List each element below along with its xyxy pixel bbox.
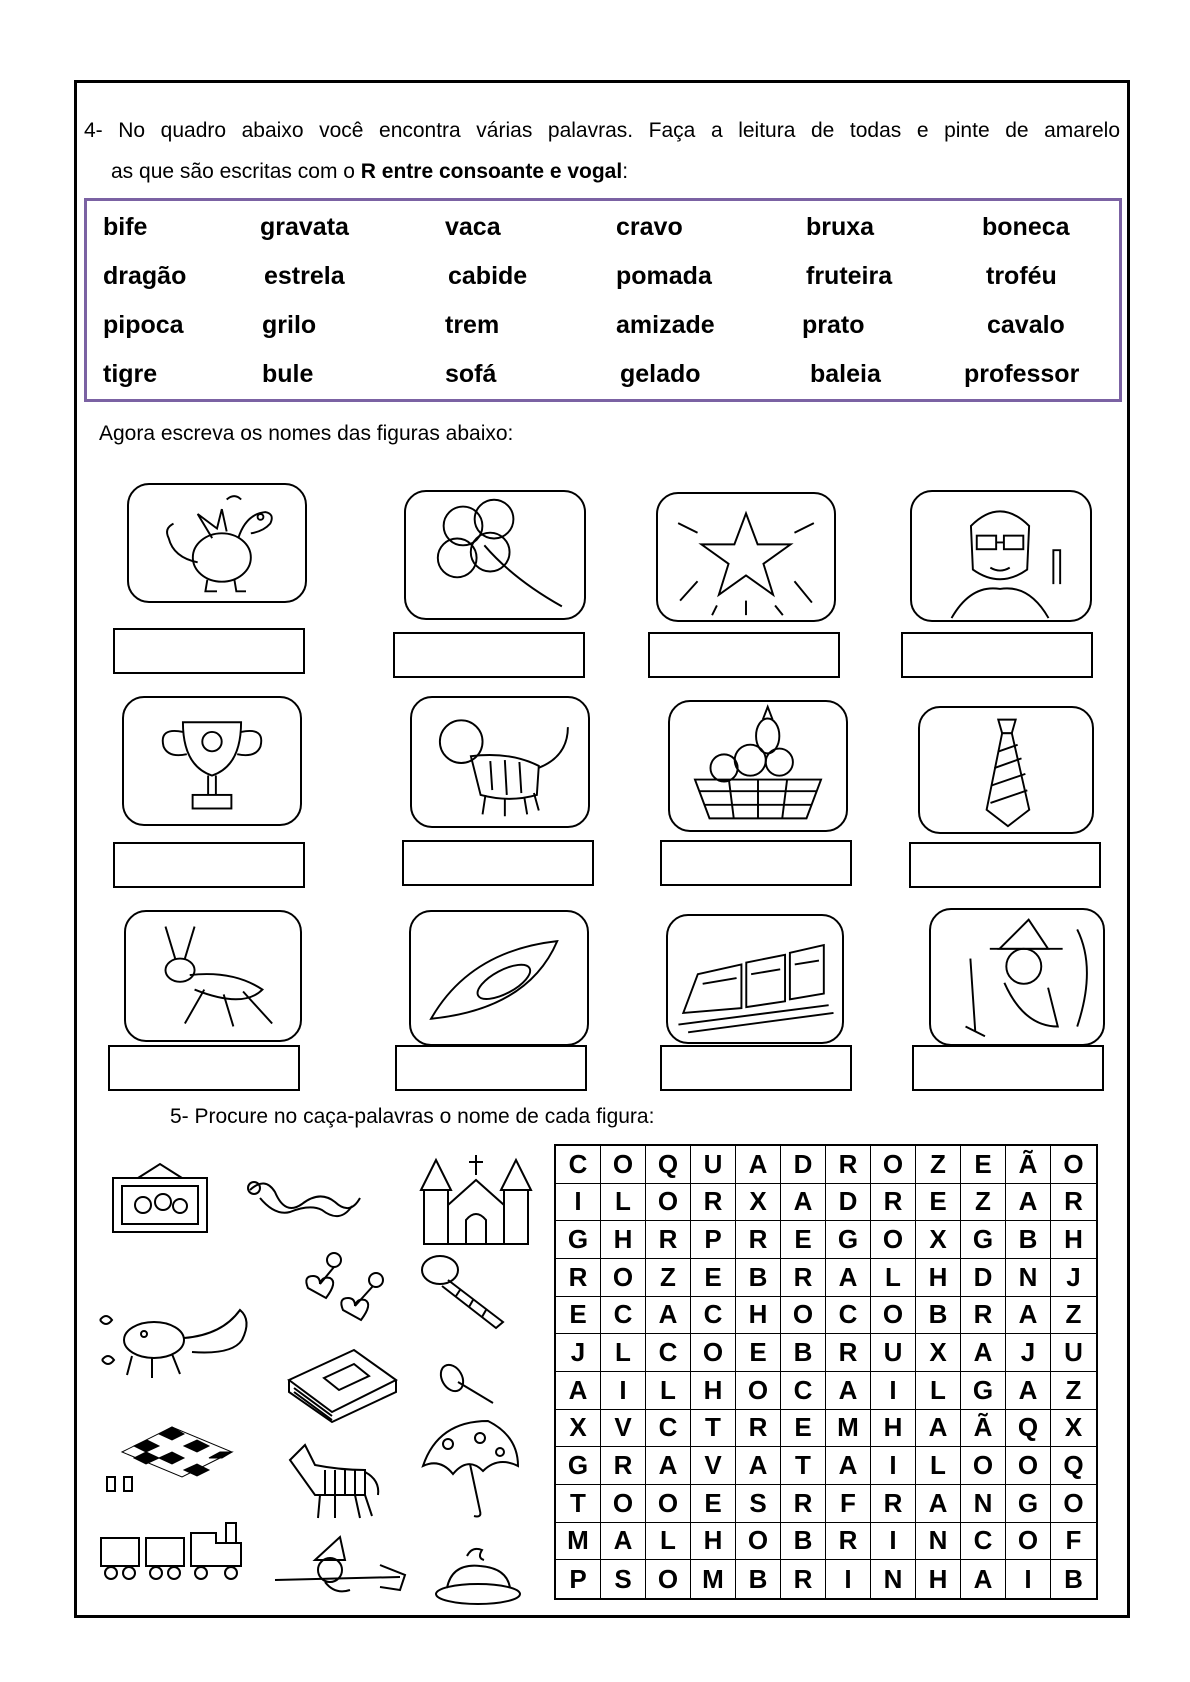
picture-teacher [910,490,1092,622]
grid-cell[interactable]: X [916,1334,961,1372]
grid-cell[interactable]: C [646,1334,691,1372]
answer-box-7[interactable] [660,840,852,886]
grid-cell[interactable]: R [601,1447,646,1485]
nail-icon [438,1358,498,1408]
grid-cell[interactable]: A [961,1560,1006,1598]
answer-box-9[interactable] [108,1045,300,1091]
train-icon [668,916,842,1042]
grid-cell[interactable]: B [1006,1221,1051,1259]
picture-fruit-basket [668,700,848,832]
grid-cell[interactable]: H [736,1297,781,1335]
grid-cell[interactable]: X [556,1410,601,1448]
grid-cell[interactable]: O [646,1560,691,1598]
grid-cell[interactable]: O [961,1447,1006,1485]
grid-cell[interactable]: J [1051,1259,1096,1297]
grid-cell[interactable]: B [736,1560,781,1598]
grid-cell[interactable]: Z [961,1184,1006,1222]
grid-cell[interactable]: D [781,1146,826,1184]
grid-cell[interactable]: C [961,1523,1006,1561]
grid-cell[interactable]: O [601,1146,646,1184]
grid-cell[interactable]: R [826,1334,871,1372]
picture-clover [404,490,586,620]
word-gravata[interactable]: gravata [260,213,349,241]
grid-cell[interactable]: B [736,1259,781,1297]
grid-cell[interactable]: U [691,1146,736,1184]
grid-cell[interactable]: R [871,1184,916,1222]
grid-cell[interactable]: O [871,1221,916,1259]
grid-cell[interactable]: X [736,1184,781,1222]
grid-cell[interactable]: G [961,1372,1006,1410]
grid-cell[interactable]: N [871,1560,916,1598]
grid-cell[interactable]: T [556,1485,601,1523]
grid-cell[interactable]: A [736,1447,781,1485]
grid-cell[interactable]: I [601,1372,646,1410]
grid-cell[interactable]: H [691,1372,736,1410]
grid-cell[interactable]: A [1006,1372,1051,1410]
star-icon [658,494,834,620]
picture-dragon [127,483,307,603]
witch-icon [931,910,1103,1044]
grid-cell[interactable]: R [826,1146,871,1184]
answer-box-11[interactable] [660,1045,852,1091]
grid-cell[interactable]: I [871,1447,916,1485]
grid-cell[interactable]: A [826,1447,871,1485]
grid-cell[interactable]: O [1051,1485,1096,1523]
answer-box-5[interactable] [113,842,305,888]
grid-cell[interactable]: R [736,1410,781,1448]
grid-cell[interactable]: H [871,1410,916,1448]
grid-cell[interactable]: O [1006,1523,1051,1561]
grid-cell[interactable]: Z [916,1146,961,1184]
question-4-line-2: as que são escritas com o R entre consoante e vogal: [111,160,629,183]
grid-cell[interactable]: J [1006,1334,1051,1372]
grid-cell[interactable]: Q [1051,1447,1096,1485]
grid-cell[interactable]: L [871,1259,916,1297]
grid-cell[interactable]: I [871,1372,916,1410]
picture-leaf-boat [409,910,589,1046]
grid-cell[interactable]: P [556,1560,601,1598]
grid-cell[interactable]: H [916,1259,961,1297]
answer-box-8[interactable] [909,842,1101,888]
grid-cell[interactable]: C [646,1410,691,1448]
teacher-icon [912,492,1090,620]
grid-cell[interactable]: A [646,1297,691,1335]
grid-cell[interactable]: I [1006,1560,1051,1598]
word-professor[interactable]: professor [964,360,1080,388]
question-4 [84,110,1120,192]
leaf-boat-icon [411,912,587,1044]
word-bule[interactable]: bule [262,360,314,388]
grid-cell[interactable]: F [1051,1523,1096,1561]
grid-cell[interactable]: R [736,1221,781,1259]
grid-cell[interactable]: O [646,1184,691,1222]
grid-cell[interactable]: C [556,1146,601,1184]
word-fruteira[interactable]: fruteira [806,262,893,290]
answer-box-3[interactable] [648,632,840,678]
grid-cell[interactable]: S [736,1485,781,1523]
grid-cell[interactable]: G [961,1221,1006,1259]
grid-cell[interactable]: A [1006,1184,1051,1222]
roast-chicken-icon [432,1538,524,1606]
grid-cell[interactable]: R [691,1184,736,1222]
grid-cell[interactable]: G [556,1221,601,1259]
word-drago[interactable]: dragão [103,262,187,290]
grid-cell[interactable]: U [871,1334,916,1372]
grid-cell[interactable]: N [916,1523,961,1561]
word-estrela[interactable]: estrela [264,262,345,290]
word-grilo[interactable]: grilo [262,311,317,339]
answer-box-6[interactable] [402,840,594,886]
word-trofu[interactable]: troféu [986,262,1057,290]
toy-train-icon [96,1518,248,1588]
grid-cell[interactable]: X [1051,1410,1096,1448]
grid-cell[interactable]: A [601,1523,646,1561]
word-pipoca[interactable]: pipoca [103,311,184,339]
grid-cell[interactable]: A [961,1334,1006,1372]
grid-cell[interactable]: B [916,1297,961,1335]
grid-cell[interactable]: O [871,1146,916,1184]
snake-icon [240,1176,366,1232]
grid-cell[interactable]: H [691,1523,736,1561]
grid-cell[interactable]: A [916,1410,961,1448]
word-baleia[interactable]: baleia [810,360,881,388]
zebra-icon [280,1440,390,1520]
grid-cell[interactable]: Ã [1006,1146,1051,1184]
grid-cell[interactable]: E [781,1410,826,1448]
answer-box-4[interactable] [901,632,1093,678]
grid-cell[interactable]: F [826,1485,871,1523]
church-icon [416,1150,536,1246]
tie-icon [920,708,1092,832]
grid-cell[interactable]: J [556,1334,601,1372]
word-prato[interactable]: prato [802,311,865,339]
grid-cell[interactable]: A [1006,1297,1051,1335]
grid-cell[interactable]: O [601,1259,646,1297]
grid-cell[interactable]: C [826,1297,871,1335]
word-bruxa[interactable]: bruxa [806,213,875,241]
grid-cell[interactable]: H [601,1221,646,1259]
grid-cell[interactable]: R [871,1485,916,1523]
grid-cell[interactable]: R [781,1560,826,1598]
grid-cell[interactable]: Z [1051,1372,1096,1410]
grid-cell[interactable]: A [826,1259,871,1297]
word-boneca[interactable]: boneca [982,213,1070,241]
grid-cell[interactable]: I [871,1523,916,1561]
grid-cell[interactable]: H [1051,1221,1096,1259]
grid-cell[interactable]: A [916,1485,961,1523]
picture-cricket [124,910,302,1042]
word-cavalo[interactable]: cavalo [987,311,1065,339]
grid-cell[interactable]: C [781,1372,826,1410]
grid-cell[interactable]: O [736,1372,781,1410]
grid-cell[interactable]: A [646,1447,691,1485]
grid-cell[interactable]: O [781,1297,826,1335]
word-cabide[interactable]: cabide [448,262,528,290]
grid-cell[interactable]: O [736,1523,781,1561]
grid-cell[interactable]: M [556,1523,601,1561]
grid-cell[interactable]: O [601,1485,646,1523]
grid-cell[interactable]: N [961,1485,1006,1523]
word-pomada[interactable]: pomada [616,262,712,290]
grid-cell[interactable]: L [646,1372,691,1410]
picture-tiger [410,696,590,828]
answer-box-2[interactable] [393,632,585,678]
chessboard-icon [102,1422,236,1494]
grid-cell[interactable]: A [556,1372,601,1410]
grid-cell[interactable]: X [916,1221,961,1259]
word-trem[interactable]: trem [445,311,500,339]
dragon-icon [129,485,305,601]
grid-cell[interactable]: B [1064,1563,1083,1594]
grid-cell[interactable]: L [601,1184,646,1222]
word-vaca[interactable]: vaca [445,213,501,241]
question-5: 5- Procure no caça-palavras o nome de cada figura: [170,1105,655,1128]
clover-icon [406,492,584,618]
grid-cell[interactable]: Q [646,1146,691,1184]
grid-cell[interactable]: O [646,1485,691,1523]
grid-cell[interactable]: O [691,1334,736,1372]
grid-cell[interactable]: A [781,1184,826,1222]
grid-cell[interactable]: M [691,1560,736,1598]
picture-witch [929,908,1105,1046]
grid-cell[interactable]: L [916,1372,961,1410]
word-gelado[interactable]: gelado [620,360,701,388]
picture-frame-icon [108,1160,212,1236]
grid-cell[interactable]: R [961,1297,1006,1335]
grid-cell[interactable]: E [556,1297,601,1335]
grid-cell[interactable]: E [691,1259,736,1297]
word-sof[interactable]: sofá [445,360,497,388]
grid-cell[interactable]: V [601,1410,646,1448]
grid-cell[interactable]: L [916,1447,961,1485]
grid-cell[interactable]: A [736,1146,781,1184]
grid-cell[interactable]: R [826,1523,871,1561]
grid-cell[interactable]: E [781,1221,826,1259]
picture-trophy [122,696,302,826]
answer-box-10[interactable] [395,1045,587,1091]
dragon-small-icon [92,1290,264,1388]
grid-cell[interactable]: D [826,1184,871,1222]
answer-box-1[interactable] [113,628,305,674]
grid-cell[interactable]: R [781,1259,826,1297]
book-icon [284,1340,402,1424]
grid-cell[interactable]: Q [1006,1410,1051,1448]
word-amizade[interactable]: amizade [616,311,715,339]
word-search-grid [554,1144,1098,1600]
grid-cell[interactable]: E [916,1184,961,1222]
grid-cell[interactable]: B [781,1523,826,1561]
tie-small-icon [418,1252,514,1332]
grid-cell[interactable]: O [871,1297,916,1335]
grid-cell[interactable]: O [1006,1447,1051,1485]
grid-cell[interactable]: R [556,1259,601,1297]
umbrella-icon [418,1416,522,1520]
grid-cell[interactable]: A [826,1372,871,1410]
grid-cell[interactable]: H [916,1560,961,1598]
tiger-icon [412,698,588,826]
grid-cell[interactable]: L [601,1334,646,1372]
hearts-icon [298,1248,392,1326]
grid-cell[interactable]: Z [646,1259,691,1297]
grid-cell[interactable]: N [1006,1259,1051,1297]
witch-small-icon [270,1535,408,1607]
grid-cell[interactable]: E [961,1146,1006,1184]
grid-cell[interactable]: M [826,1410,871,1448]
word-box [84,198,1122,402]
picture-tie [918,706,1094,834]
grid-cell[interactable]: R [1051,1184,1096,1222]
grid-cell[interactable]: Z [1051,1297,1096,1335]
picture-train [666,914,844,1044]
grid-cell[interactable]: T [781,1447,826,1485]
grid-cell[interactable]: G [826,1221,871,1259]
fruit-basket-icon [670,702,846,830]
trophy-icon [124,698,300,824]
cricket-icon [126,912,300,1040]
grid-cell[interactable]: R [646,1221,691,1259]
grid-cell[interactable]: D [961,1259,1006,1297]
grid-cell[interactable]: C [691,1297,736,1335]
grid-cell[interactable]: I [826,1560,871,1598]
word-bife[interactable]: bife [103,213,148,241]
question-4-line-1: 4- No quadro abaixo você encontra várias palavras. Faça a leitura de todas e pinte de amarelo [84,119,1120,142]
grid-cell[interactable]: P [691,1221,736,1259]
grid-cell[interactable]: S [601,1560,646,1598]
word-cravo[interactable]: cravo [616,213,683,241]
grid-cell[interactable]: L [646,1523,691,1561]
grid-cell[interactable]: V [691,1447,736,1485]
grid-cell[interactable]: G [556,1447,601,1485]
grid-cell[interactable]: E [691,1485,736,1523]
grid-cell[interactable]: O [1051,1146,1096,1184]
word-tigre[interactable]: tigre [103,360,158,388]
grid-cell[interactable]: E [736,1334,781,1372]
grid-cell[interactable]: C [601,1297,646,1335]
grid-cell[interactable]: Ã [961,1410,1006,1448]
answer-box-12[interactable] [912,1045,1104,1091]
grid-cell[interactable]: G [1006,1485,1051,1523]
grid-cell[interactable]: R [781,1485,826,1523]
instruction-text: Agora escreva os nomes das figuras abaixo: [99,422,514,445]
grid-cell[interactable]: T [691,1410,736,1448]
grid-cell[interactable]: U [1051,1334,1096,1372]
picture-star [656,492,836,622]
grid-cell[interactable]: I [556,1184,601,1222]
grid-cell[interactable]: B [781,1334,826,1372]
